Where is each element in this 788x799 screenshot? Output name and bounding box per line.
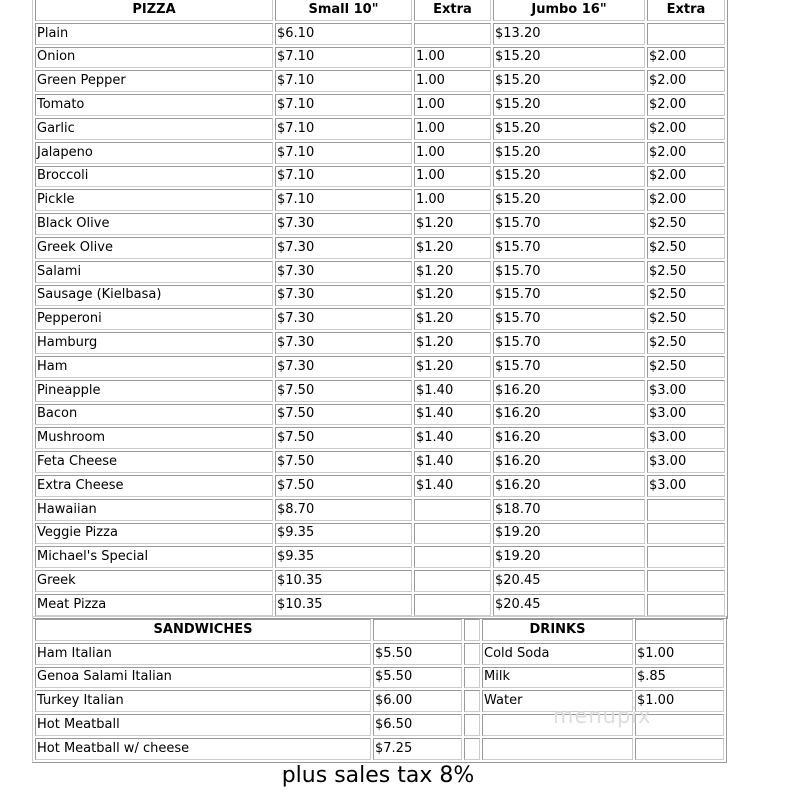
table-row bbox=[35, 523, 725, 545]
small-price-cell: $7.10 bbox=[275, 70, 412, 92]
jumbo-extra-cell: $3.00 bbox=[647, 451, 725, 473]
small-extra-cell: 1.00 bbox=[414, 142, 491, 164]
small-extra-cell: $1.20 bbox=[414, 332, 491, 354]
jumbo-extra-cell: $2.50 bbox=[647, 285, 725, 307]
spacer-cell bbox=[464, 714, 480, 736]
small-extra-cell: $1.20 bbox=[414, 213, 491, 235]
sandwich-price-cell: $6.50 bbox=[373, 714, 462, 736]
table-row bbox=[35, 404, 725, 426]
jumbo-extra-cell: $2.50 bbox=[647, 332, 725, 354]
jumbo-price-cell: $16.20 bbox=[493, 427, 645, 449]
table-row bbox=[35, 118, 725, 140]
spacer-cell bbox=[464, 667, 480, 689]
jumbo-price-cell: $15.20 bbox=[493, 118, 645, 140]
table-row bbox=[35, 594, 725, 616]
table-row bbox=[35, 332, 725, 354]
jumbo-extra-cell: $2.00 bbox=[647, 94, 725, 116]
small-price-cell: $7.10 bbox=[275, 166, 412, 188]
item-name-cell: Plain bbox=[35, 23, 273, 45]
table-row bbox=[35, 380, 725, 402]
jumbo-extra-cell: $3.00 bbox=[647, 427, 725, 449]
jumbo-price-cell: $15.20 bbox=[493, 70, 645, 92]
item-name-cell: Michael's Special bbox=[35, 546, 273, 568]
small-extra-cell: 1.00 bbox=[414, 166, 491, 188]
small-price-cell: $7.50 bbox=[275, 404, 412, 426]
jumbo-price-cell: $15.20 bbox=[493, 189, 645, 211]
small-extra-cell: $1.40 bbox=[414, 427, 491, 449]
item-name-cell: Feta Cheese bbox=[35, 451, 273, 473]
item-name-cell: Pickle bbox=[35, 189, 273, 211]
jumbo-extra-cell bbox=[647, 594, 725, 616]
jumbo-price-cell: $18.70 bbox=[493, 499, 645, 521]
item-name-cell: Broccoli bbox=[35, 166, 273, 188]
small-price-cell: $8.70 bbox=[275, 499, 412, 521]
small-price-cell: $7.30 bbox=[275, 308, 412, 330]
small-price-cell: $6.10 bbox=[275, 23, 412, 45]
jumbo-price-cell: $15.70 bbox=[493, 332, 645, 354]
item-name-cell: Onion bbox=[35, 47, 273, 69]
small-extra-cell: 1.00 bbox=[414, 47, 491, 69]
small-price-cell: $7.50 bbox=[275, 475, 412, 497]
pizza-price-table bbox=[32, 0, 728, 619]
jumbo-price-cell: $15.70 bbox=[493, 237, 645, 259]
jumbo-extra-cell bbox=[647, 546, 725, 568]
small-price-cell: $9.35 bbox=[275, 546, 412, 568]
small-extra-cell bbox=[414, 23, 491, 45]
item-name-cell: Greek bbox=[35, 570, 273, 592]
sandwich-price-cell: $6.00 bbox=[373, 690, 462, 712]
small-extra-cell bbox=[414, 594, 491, 616]
small-price-cell: $7.50 bbox=[275, 427, 412, 449]
table-row bbox=[35, 94, 725, 116]
spacer-cell bbox=[464, 643, 480, 665]
jumbo-extra-cell: $2.00 bbox=[647, 142, 725, 164]
item-name-cell: Bacon bbox=[35, 404, 273, 426]
table-row bbox=[35, 189, 725, 211]
jumbo-price-cell: $19.20 bbox=[493, 523, 645, 545]
small-extra-header: Extra bbox=[414, 0, 491, 21]
item-name-cell: Greek Olive bbox=[35, 237, 273, 259]
small-price-cell: $7.30 bbox=[275, 285, 412, 307]
jumbo-price-cell: $15.20 bbox=[493, 166, 645, 188]
sandwich-price-cell: $5.50 bbox=[373, 667, 462, 689]
small-extra-cell: $1.20 bbox=[414, 261, 491, 283]
sandwich-name-cell: Ham Italian bbox=[35, 643, 371, 665]
item-name-cell: Tomato bbox=[35, 94, 273, 116]
jumbo-extra-cell: $2.50 bbox=[647, 261, 725, 283]
jumbo-extra-cell: $3.00 bbox=[647, 380, 725, 402]
drink-price-cell bbox=[635, 738, 724, 760]
table-row bbox=[35, 261, 725, 283]
small-extra-cell: 1.00 bbox=[414, 94, 491, 116]
small-price-cell: $7.50 bbox=[275, 451, 412, 473]
small-price-cell: $7.30 bbox=[275, 237, 412, 259]
sales-tax-note: plus sales tax 8% bbox=[281, 763, 475, 788]
jumbo-price-cell: $16.20 bbox=[493, 380, 645, 402]
item-name-header: PIZZA bbox=[35, 0, 273, 21]
table-row bbox=[35, 546, 725, 568]
drink-name-cell bbox=[482, 738, 633, 760]
table-row bbox=[35, 570, 725, 592]
small-extra-cell: $1.40 bbox=[414, 451, 491, 473]
jumbo-extra-cell bbox=[647, 499, 725, 521]
drink-name-cell: Cold Soda bbox=[482, 643, 633, 665]
item-name-cell: Salami bbox=[35, 261, 273, 283]
table-row bbox=[35, 213, 725, 235]
table-row bbox=[35, 356, 725, 378]
item-name-cell: Hamburg bbox=[35, 332, 273, 354]
small-extra-cell bbox=[414, 499, 491, 521]
jumbo-extra-cell: $2.00 bbox=[647, 47, 725, 69]
small-extra-cell bbox=[414, 570, 491, 592]
item-name-cell: Veggie Pizza bbox=[35, 523, 273, 545]
table-row bbox=[35, 451, 725, 473]
small-price-cell: $7.30 bbox=[275, 356, 412, 378]
jumbo-extra-cell: $2.00 bbox=[647, 189, 725, 211]
small-extra-cell: 1.00 bbox=[414, 118, 491, 140]
table-row bbox=[35, 70, 725, 92]
small-price-cell: $7.30 bbox=[275, 332, 412, 354]
table-row bbox=[35, 23, 725, 45]
drink-price-cell: $.85 bbox=[635, 667, 724, 689]
jumbo-extra-header: Extra bbox=[647, 0, 725, 21]
jumbo-price-cell: $16.20 bbox=[493, 404, 645, 426]
pizza-header-row bbox=[35, 0, 725, 21]
sandwich-price-header bbox=[373, 619, 462, 641]
sandwiches-drinks-table bbox=[32, 616, 727, 763]
table-row bbox=[35, 475, 725, 497]
item-name-cell: Jalapeno bbox=[35, 142, 273, 164]
item-name-cell: Black Olive bbox=[35, 213, 273, 235]
jumbo-price-cell: $20.45 bbox=[493, 594, 645, 616]
item-name-cell: Pineapple bbox=[35, 380, 273, 402]
sandwich-name-header: SANDWICHES bbox=[35, 619, 371, 641]
jumbo-extra-cell: $2.00 bbox=[647, 166, 725, 188]
table-row bbox=[35, 142, 725, 164]
jumbo-extra-cell: $2.50 bbox=[647, 213, 725, 235]
jumbo-price-cell: $15.70 bbox=[493, 308, 645, 330]
item-name-cell: Garlic bbox=[35, 118, 273, 140]
item-name-cell: Hawaiian bbox=[35, 499, 273, 521]
jumbo-extra-cell: $3.00 bbox=[647, 475, 725, 497]
jumbo-price-cell: $15.70 bbox=[493, 285, 645, 307]
jumbo-price-cell: $16.20 bbox=[493, 475, 645, 497]
small-extra-cell: $1.40 bbox=[414, 475, 491, 497]
jumbo-extra-cell: $2.00 bbox=[647, 70, 725, 92]
jumbo-extra-cell bbox=[647, 570, 725, 592]
table-row bbox=[35, 667, 724, 689]
small-price-header: Small 10" bbox=[275, 0, 412, 21]
sides-header-row bbox=[35, 619, 724, 641]
jumbo-extra-cell: $2.00 bbox=[647, 118, 725, 140]
small-price-cell: $7.10 bbox=[275, 94, 412, 116]
small-price-cell: $9.35 bbox=[275, 523, 412, 545]
jumbo-price-cell: $20.45 bbox=[493, 570, 645, 592]
item-name-cell: Meat Pizza bbox=[35, 594, 273, 616]
small-extra-cell: $1.20 bbox=[414, 356, 491, 378]
small-extra-cell: 1.00 bbox=[414, 70, 491, 92]
sandwich-name-cell: Genoa Salami Italian bbox=[35, 667, 371, 689]
table-row bbox=[35, 738, 724, 760]
item-name-cell: Extra Cheese bbox=[35, 475, 273, 497]
drink-name-cell: Milk bbox=[482, 667, 633, 689]
jumbo-price-cell: $13.20 bbox=[493, 23, 645, 45]
table-row bbox=[35, 499, 725, 521]
small-price-cell: $7.10 bbox=[275, 142, 412, 164]
small-extra-cell: $1.20 bbox=[414, 308, 491, 330]
sandwich-name-cell: Hot Meatball w/ cheese bbox=[35, 738, 371, 760]
jumbo-price-cell: $15.20 bbox=[493, 94, 645, 116]
small-price-cell: $10.35 bbox=[275, 594, 412, 616]
spacer-header bbox=[464, 619, 480, 641]
sandwich-price-cell: $7.25 bbox=[373, 738, 462, 760]
spacer-cell bbox=[464, 690, 480, 712]
table-row bbox=[35, 166, 725, 188]
jumbo-price-cell: $15.20 bbox=[493, 142, 645, 164]
sandwich-name-cell: Turkey Italian bbox=[35, 690, 371, 712]
small-price-cell: $7.10 bbox=[275, 47, 412, 69]
jumbo-price-header: Jumbo 16" bbox=[493, 0, 645, 21]
jumbo-price-cell: $15.70 bbox=[493, 356, 645, 378]
item-name-cell: Green Pepper bbox=[35, 70, 273, 92]
jumbo-extra-cell: $2.50 bbox=[647, 308, 725, 330]
spacer-cell bbox=[464, 738, 480, 760]
jumbo-price-cell: $15.70 bbox=[493, 213, 645, 235]
sandwich-name-cell: Hot Meatball bbox=[35, 714, 371, 736]
small-price-cell: $7.10 bbox=[275, 118, 412, 140]
item-name-cell: Ham bbox=[35, 356, 273, 378]
small-price-cell: $7.30 bbox=[275, 213, 412, 235]
watermark-logo: menupix bbox=[553, 704, 652, 728]
drink-price-header bbox=[635, 619, 724, 641]
small-extra-cell: $1.20 bbox=[414, 285, 491, 307]
small-extra-cell: $1.40 bbox=[414, 404, 491, 426]
small-extra-cell: $1.20 bbox=[414, 237, 491, 259]
small-extra-cell bbox=[414, 546, 491, 568]
jumbo-extra-cell: $2.50 bbox=[647, 356, 725, 378]
table-row bbox=[35, 308, 725, 330]
small-extra-cell: $1.40 bbox=[414, 380, 491, 402]
drink-name-cell: Water bbox=[482, 690, 633, 712]
drink-price-cell: $1.00 bbox=[635, 643, 724, 665]
jumbo-price-cell: $15.70 bbox=[493, 261, 645, 283]
small-extra-cell: 1.00 bbox=[414, 189, 491, 211]
table-row bbox=[35, 47, 725, 69]
item-name-cell: Sausage (Kielbasa) bbox=[35, 285, 273, 307]
table-row bbox=[35, 285, 725, 307]
drink-name-header: DRINKS bbox=[482, 619, 633, 641]
jumbo-price-cell: $16.20 bbox=[493, 451, 645, 473]
jumbo-extra-cell bbox=[647, 523, 725, 545]
drink-price-cell: $1.00 bbox=[635, 690, 724, 712]
jumbo-price-cell: $15.20 bbox=[493, 47, 645, 69]
small-price-cell: $7.50 bbox=[275, 380, 412, 402]
table-row bbox=[35, 643, 724, 665]
small-extra-cell bbox=[414, 523, 491, 545]
jumbo-extra-cell: $3.00 bbox=[647, 404, 725, 426]
table-row bbox=[35, 427, 725, 449]
small-price-cell: $7.30 bbox=[275, 261, 412, 283]
item-name-cell: Mushroom bbox=[35, 427, 273, 449]
jumbo-price-cell: $19.20 bbox=[493, 546, 645, 568]
small-price-cell: $10.35 bbox=[275, 570, 412, 592]
item-name-cell: Pepperoni bbox=[35, 308, 273, 330]
jumbo-extra-cell bbox=[647, 23, 725, 45]
small-price-cell: $7.10 bbox=[275, 189, 412, 211]
sandwich-price-cell: $5.50 bbox=[373, 643, 462, 665]
table-row bbox=[35, 237, 725, 259]
jumbo-extra-cell: $2.50 bbox=[647, 237, 725, 259]
